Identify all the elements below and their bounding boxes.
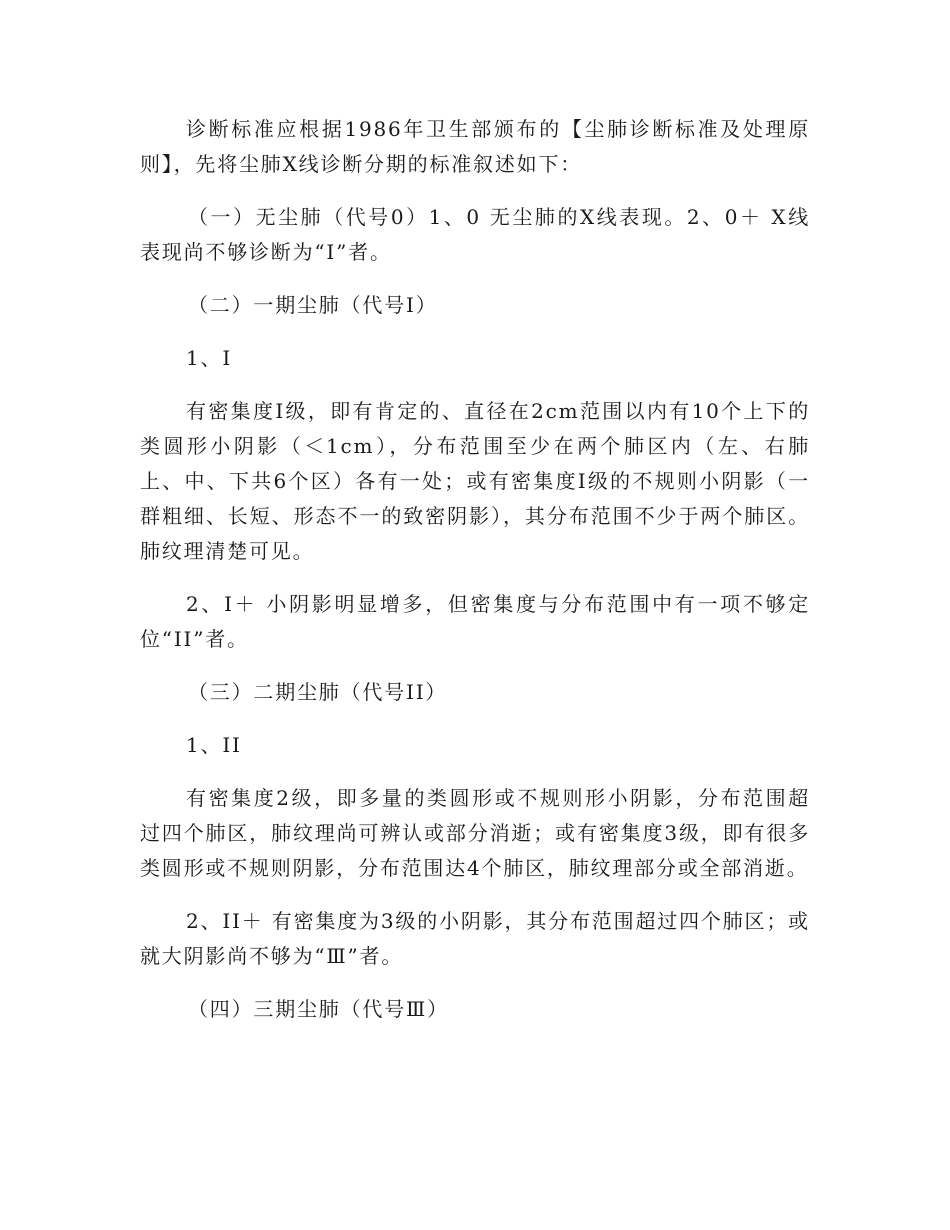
item-3-1-label: 1、II	[186, 733, 242, 757]
section-1-paragraph: （一）无尘肺（代号0）1、0 无尘肺的X线表现。2、0＋ X线表现尚不够诊断为“I”者。	[140, 205, 810, 264]
item-2-2-paragraph: 2、I＋ 小阴影明显增多，但密集度与分布范围中有一项不够定位“II”者。	[140, 592, 810, 651]
intro-paragraph: 诊断标准应根据1986年卫生部颁布的【尘肺诊断标准及处理原则】，先将尘肺X线诊断分期的标准叙述如下：	[140, 117, 810, 176]
item-2-1-label: 1、I	[186, 346, 233, 370]
section-4-heading: （四）三期尘肺（代号Ⅲ）	[188, 997, 449, 1021]
section-3-heading: （三）二期尘肺（代号II）	[188, 680, 448, 704]
item-3-1-body: 有密集度2级，即多量的类圆形或不规则形小阴影，分布范围超过四个肺区，肺纹理尚可辨认或部分消逝；或有密集度3级，即有很多类圆形或不规则阴影，分布范围达4个肺区，肺纹理部分或全部消逝。	[140, 786, 810, 880]
section-2-heading: （二）一期尘肺（代号I）	[188, 293, 438, 317]
item-2-1-body: 有密集度I级，即有肯定的、直径在2cm范围以内有10个上下的类圆形小阴影（＜1cm），分布范围至少在两个肺区内（左、右肺上、中、下共6个区）各有一处；或有密集度I级的不规则小阴影（一群粗细、长短、形态不一的致密阴影），其分布范围不少于两个肺区。肺纹理清楚可见。	[140, 399, 810, 563]
item-3-2-paragraph: 2、II＋ 有密集度为3级的小阴影，其分布范围超过四个肺区；或就大阴影尚不够为“Ⅲ”者。	[140, 909, 810, 968]
